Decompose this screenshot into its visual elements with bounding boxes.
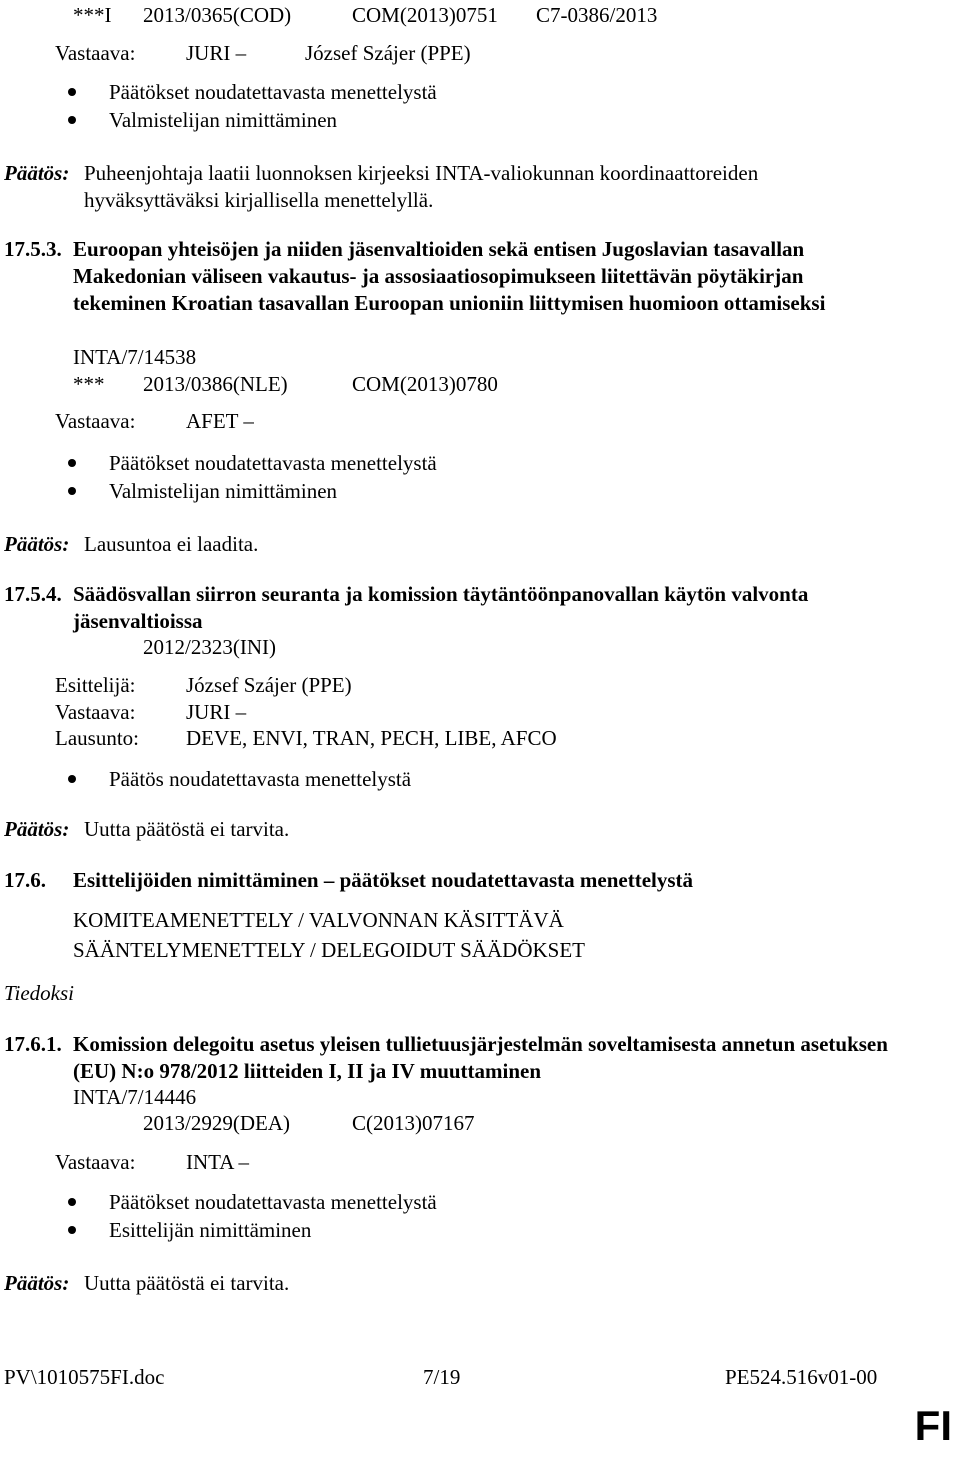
decision-label: Päätös: — [4, 1271, 70, 1295]
decision-text: Lausuntoa ei laadita. — [84, 532, 259, 556]
information-note: Tiedoksi — [4, 981, 75, 1005]
bullet-item: Päätökset noudatettavasta menettelystä — [109, 80, 437, 104]
decision-text: Uutta päätöstä ei tarvita. — [84, 817, 290, 841]
responsible-label: Vastaava: — [55, 41, 136, 65]
opinion-committees: DEVE, ENVI, TRAN, PECH, LIBE, AFCO — [186, 726, 557, 750]
bullet-icon — [68, 459, 76, 467]
decision-text: Uutta päätöstä ei tarvita. — [84, 1271, 290, 1295]
section-title: Komission delegoitu asetus yleisen tullietuusjärjestelmän soveltamisesta annetun asetuksen (EU) N:o 978/2012 liitteiden I, II ja IV muuttaminen — [73, 1032, 888, 1083]
section-number: 17.6.1. — [4, 1032, 62, 1056]
footer-page-number: 7/19 — [423, 1365, 461, 1389]
c-number: C7-0386/2013 — [536, 3, 658, 27]
section-title: Esittelijöiden nimittäminen – päätökset noudatettavasta menettelystä — [73, 868, 694, 892]
document-number: INTA/7/14538 — [73, 345, 197, 369]
ref-marker: ***I — [73, 3, 112, 27]
procedure-number: 2012/2323(INI) — [143, 635, 276, 659]
decision-label: Päätös: — [4, 817, 70, 841]
rapporteur-label: Esittelijä: — [55, 673, 136, 697]
procedure-number: 2013/0365(COD) — [143, 3, 292, 27]
bullet-item: Päätökset noudatettavasta menettelystä — [109, 1190, 437, 1214]
com-number: COM(2013)0780 — [352, 372, 498, 396]
bullet-icon — [68, 1198, 76, 1206]
bullet-item: Päätökset noudatettavasta menettelystä — [109, 451, 437, 475]
procedure-type: KOMITEAMENETTELY / VALVONNAN KÄSITTÄVÄ — [73, 908, 564, 932]
bullet-icon — [68, 487, 76, 495]
footer-filename: PV\1010575FI.doc — [4, 1365, 165, 1389]
bullet-item: Valmistelijan nimittäminen — [109, 108, 338, 132]
responsible-label: Vastaava: — [55, 700, 136, 724]
section-number: 17.6. — [4, 868, 46, 892]
section-title: Säädösvallan siirron seuranta ja komission täytäntöönpanovallan käytön valvonta jäsenvaltioissa — [73, 582, 809, 633]
rapporteur: József Szájer (PPE) — [305, 41, 471, 65]
bullet-icon — [68, 116, 76, 124]
bullet-item: Valmistelijan nimittäminen — [109, 479, 338, 503]
section-number: 17.5.4. — [4, 582, 62, 606]
responsible-committee: AFET – — [186, 409, 254, 433]
section-number: 17.5.3. — [4, 237, 62, 261]
bullet-icon — [68, 1226, 76, 1234]
bullet-icon — [68, 775, 76, 783]
decision-text: hyväksyttäväksi kirjallisella menettelyllä. — [84, 188, 434, 212]
footer-reference: PE524.516v01-00 — [725, 1365, 878, 1389]
opinion-label: Lausunto: — [55, 726, 139, 750]
bullet-item: Esittelijän nimittäminen — [109, 1218, 312, 1242]
decision-label: Päätös: — [4, 532, 70, 556]
decision-text: Puheenjohtaja laatii luonnoksen kirjeeksi INTA-valiokunnan koordinaattoreiden — [84, 161, 759, 185]
responsible-committee: JURI – — [186, 700, 247, 724]
c-number: C(2013)07167 — [352, 1111, 475, 1135]
procedure-number: 2013/2929(DEA) — [143, 1111, 290, 1135]
language-code: FI — [914, 1402, 952, 1449]
bullet-item: Päätös noudatettavasta menettelystä — [109, 767, 412, 791]
procedure-type: SÄÄNTELYMENETTELY / DELEGOIDUT SÄÄDÖKSET — [73, 938, 585, 962]
bullet-icon — [68, 88, 76, 96]
procedure-number: 2013/0386(NLE) — [143, 372, 288, 396]
decision-label: Päätös: — [4, 161, 70, 185]
responsible-label: Vastaava: — [55, 1150, 136, 1174]
responsible-label: Vastaava: — [55, 409, 136, 433]
responsible-committee: JURI – — [186, 41, 247, 65]
rapporteur: József Szájer (PPE) — [186, 673, 352, 697]
section-title: Euroopan yhteisöjen ja niiden jäsenvaltioiden sekä entisen Jugoslavian tasavallan Makedonian väliseen vakautus- ja assosiaatiosopimukseen liitettävän pöytäkirjan tekeminen Kroatian tasavallan Euroopan unioniin liittymisen huomioon ottamiseksi — [73, 237, 826, 315]
ref-marker: *** — [73, 372, 105, 396]
responsible-committee: INTA – — [186, 1150, 250, 1174]
com-number: COM(2013)0751 — [352, 3, 498, 27]
document-number: INTA/7/14446 — [73, 1085, 197, 1109]
